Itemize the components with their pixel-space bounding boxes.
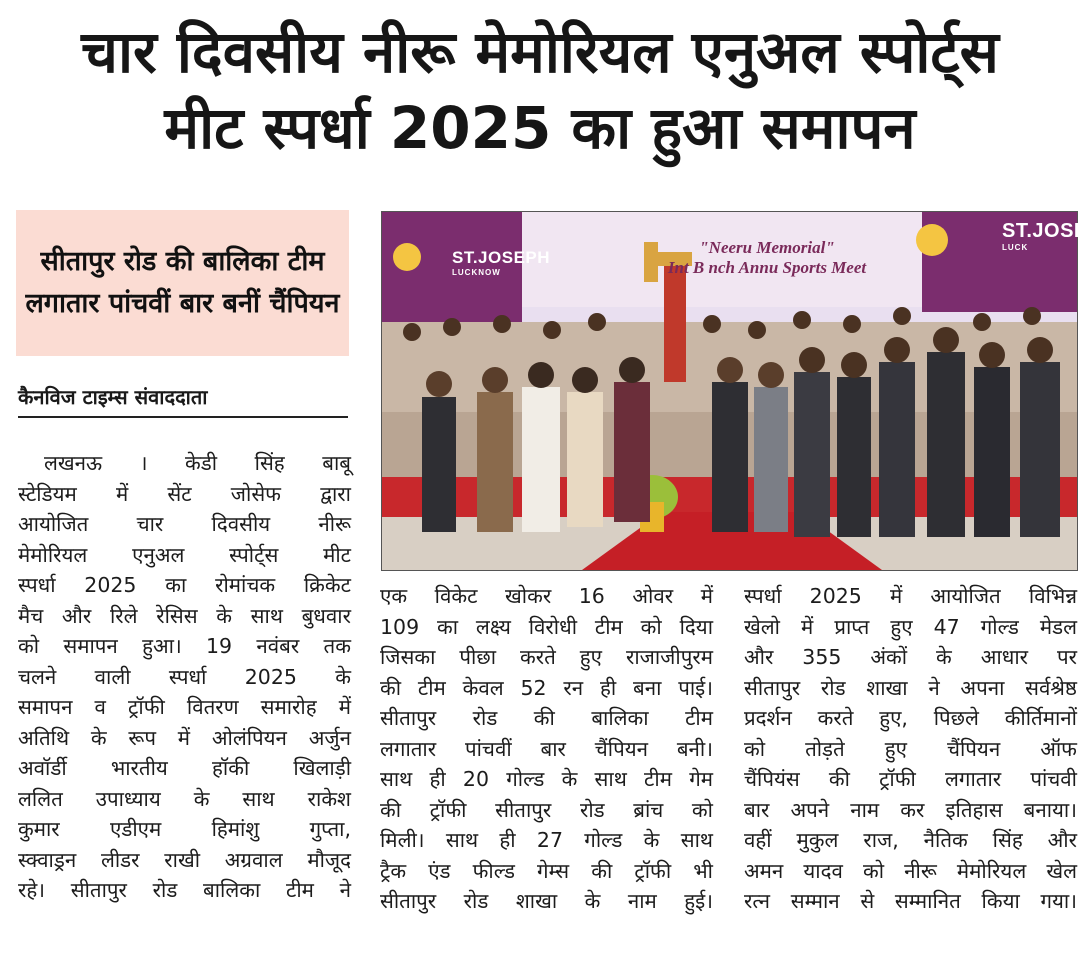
article-line: लगातार पांचवीं बार चैंपियन बनी। xyxy=(380,736,713,761)
photo-banner-logo-right xyxy=(1002,220,1088,252)
article-line: लखनऊ । केडी सिंह बाबू xyxy=(44,451,351,475)
article-line: ललित उपाध्याय के साथ राकेश xyxy=(18,786,351,811)
photo-banner-title-line-2: Int B nch Annu Sports Meet xyxy=(667,258,867,277)
article-line: मेमोरियल एनुअल स्पोर्ट्स मीट xyxy=(18,542,351,567)
article-line: समापन व ट्रॉफी वितरण समारोह में xyxy=(18,695,351,719)
article-line: एक विकेट खोकर 16 ओवर में xyxy=(380,584,713,608)
article-line: अतिथि के रूप में ओलंपियन अर्जुन xyxy=(18,725,351,750)
article-line: बार अपने नाम कर इतिहास बनाया। xyxy=(744,797,1077,822)
article-line: की टीम केवल 52 रन ही बना पाई। xyxy=(380,675,713,700)
article-column-3 xyxy=(744,581,1077,917)
photo-banner-logo-left-text: ST.JOSEPH xyxy=(452,248,551,267)
article-line: स्पर्धा 2025 का रोमांचक क्रिकेट xyxy=(18,573,351,597)
article-column-1 xyxy=(18,448,351,906)
photo-banner-title-line-1: "Neeru Memorial" xyxy=(699,238,835,257)
article-line: को समापन हुआ। 19 नवंबर तक xyxy=(18,634,351,658)
article-line: सीतापुर रोड की बालिका टीम xyxy=(380,706,713,730)
article-line: कुमार एडीएम हिमांशु गुप्ता, xyxy=(18,817,351,841)
article-line: रत्न सम्मान से सम्मानित किया गया। xyxy=(744,889,1077,913)
article-line: को तोड़ते हुए चैंपियन ऑफ xyxy=(744,736,1077,761)
subheadline: सीतापुर रोड की बालिका टीम लगातार पांचवीं बार बनीं चैंपियन xyxy=(25,246,340,319)
article-line: चलने वाली स्पर्धा 2025 के xyxy=(18,664,351,689)
article-line: रहे। सीतापुर रोड बालिका टीम ने xyxy=(18,878,351,902)
article-line: सीतापुर रोड शाखा ने अपना सर्वश्रेष्ठ xyxy=(744,675,1077,700)
article-line: प्रदर्शन करते हुए, पिछले कीर्तिमानों xyxy=(744,706,1077,730)
article-line: सीतापुर रोड शाखा के नाम हुई। xyxy=(380,889,713,913)
article-column-2 xyxy=(380,581,713,917)
headline-line-2: मीट स्पर्धा 2025 का हुआ समापन xyxy=(164,94,916,162)
photo-banner-logo-right-sub: LUCK xyxy=(1002,243,1029,252)
article-line: खेलो में प्राप्त हुए 47 गोल्ड मेडल xyxy=(744,614,1077,639)
article-line: स्पर्धा 2025 में आयोजित विभिन्न xyxy=(744,584,1077,608)
article-line: अमन यादव को नीरू मेमोरियल खेल xyxy=(744,858,1077,883)
article-line: 109 का लक्ष्य विरोधी टीम को दिया xyxy=(380,614,713,639)
byline: कैनविज टाइम्स संवाददाता xyxy=(18,384,348,418)
photo-banner-title xyxy=(652,238,882,278)
article-line: जिसका पीछा करते हुए राजाजीपुरम xyxy=(380,645,713,669)
headline-line-1: चार दिवसीय नीरू मेमोरियल एनुअल स्पोर्ट्स xyxy=(81,18,999,86)
article-line: चैंपियंस की ट्रॉफी लगातार पांचवी xyxy=(744,767,1077,791)
article-line: साथ ही 20 गोल्ड के साथ टीम गेम xyxy=(380,767,713,791)
article-line: और 355 अंकों के आधार पर xyxy=(744,645,1077,669)
photo-banner-logo-right-text: ST.JOSE xyxy=(1002,220,1088,242)
article-line: की ट्रॉफी सीतापुर रोड ब्रांच को xyxy=(380,797,713,822)
article-line: स्क्वाड्रन लीडर राखी अग्रवाल मौजूद xyxy=(18,847,351,872)
article-line: मिली। साथ ही 27 गोल्ड के साथ xyxy=(380,828,713,852)
article-line: मैच और रिले रेसिस के साथ बुधवार xyxy=(18,603,351,628)
photo-banner-logo-left-sub: LUCKNOW xyxy=(452,268,501,277)
headline xyxy=(0,14,1080,166)
article-line: ट्रैक एंड फील्ड गेम्स की ट्रॉफी भी xyxy=(380,858,713,883)
article-line: अवॉर्डी भारतीय हॉकी खिलाड़ी xyxy=(18,756,351,780)
photo-banner-logo-left xyxy=(452,248,550,277)
news-photo xyxy=(381,211,1088,571)
subheadline-box xyxy=(16,210,349,356)
article-line: आयोजित चार दिवसीय नीरू xyxy=(18,512,351,536)
article-line: स्टेडियम में सेंट जोसेफ द्वारा xyxy=(18,481,351,506)
article-line: वहीं मुकुल राज, नैतिक सिंह और xyxy=(744,828,1077,852)
